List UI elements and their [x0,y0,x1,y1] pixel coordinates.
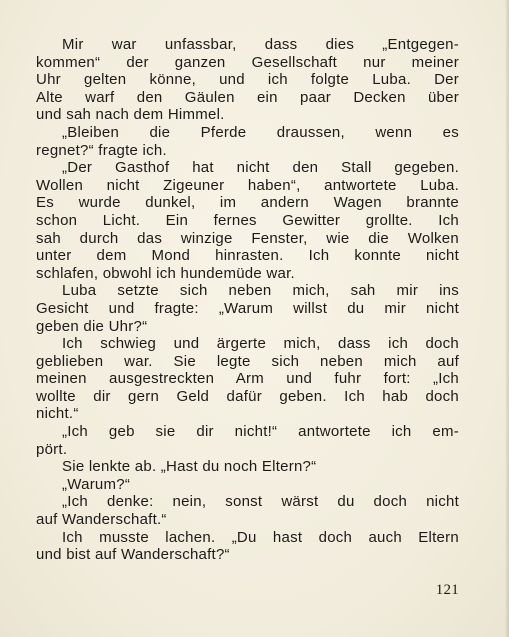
text-line: „Warum?“ [62,475,131,493]
text-line: nicht.“ [36,405,79,423]
text-line: Uhr gelten könne, und ich folgte Luba. Der [36,71,459,89]
text-line: Gesicht und fragte: „Warum willst du mir nicht [36,299,459,317]
text-line: „Ich geb sie dir nicht!“ antwortete ich em- [62,423,459,441]
text-line: Ich musste lachen. „Du hast doch auch Eltern [62,528,459,546]
text-line: Wollen nicht Zigeuner haben“, antwortete Luba. [36,176,459,194]
text-line: wollte dir gern Geld dafür geben. Ich hab doch [36,387,459,405]
text-line: Es wurde dunkel, im andern Wagen brannte [36,194,459,212]
text-line: pört. [36,440,68,458]
text-line: schon Licht. Ein fernes Gewitter grollte. Ich [36,211,459,229]
text-line: Ich schwieg und ärgerte mich, dass ich doch [62,335,459,353]
text-line: unter dem Mond hinrasten. Ich konnte nicht [36,247,459,265]
text-line: Luba setzte sich neben mich, sah mir ins [62,282,459,300]
text-line: sah durch das winzige Fenster, wie die Wolken [36,229,459,247]
text-line: kommen“ der ganzen Gesellschaft nur meiner [36,53,459,71]
text-line: „Bleiben die Pferde draussen, wenn es [62,123,459,141]
text-line: auf Wanderschaft.“ [36,511,167,529]
page-number: 121 [435,582,459,598]
text-line: regnet?“ fragte ich. [36,141,167,159]
text-line: geblieben war. Sie legte sich neben mich auf [36,352,459,370]
text-line: Mir war unfassbar, dass dies „Entgegen- [62,36,459,53]
text-line: „Der Gasthof hat nicht den Stall gegeben. [62,159,459,177]
text-line: Sie lenkte ab. „Hast du noch Eltern?“ [62,458,317,476]
text-line: Alte warf den Gäulen ein paar Decken über [36,88,459,106]
text-line: und bist auf Wanderschaft?“ [36,546,230,564]
text-line: und sah nach dem Himmel. [36,106,225,124]
text-line: „Ich denke: nein, sonst wärst du doch nicht [62,493,459,511]
text-line: geben die Uhr?“ [36,317,148,335]
text-line: schlafen, obwohl ich hundemüde war. [36,264,295,282]
body-text [36,36,459,564]
text-line: meinen ausgestreckten Arm und fuhr fort: „Ich [36,370,459,388]
page-edge-shadow [505,0,509,637]
